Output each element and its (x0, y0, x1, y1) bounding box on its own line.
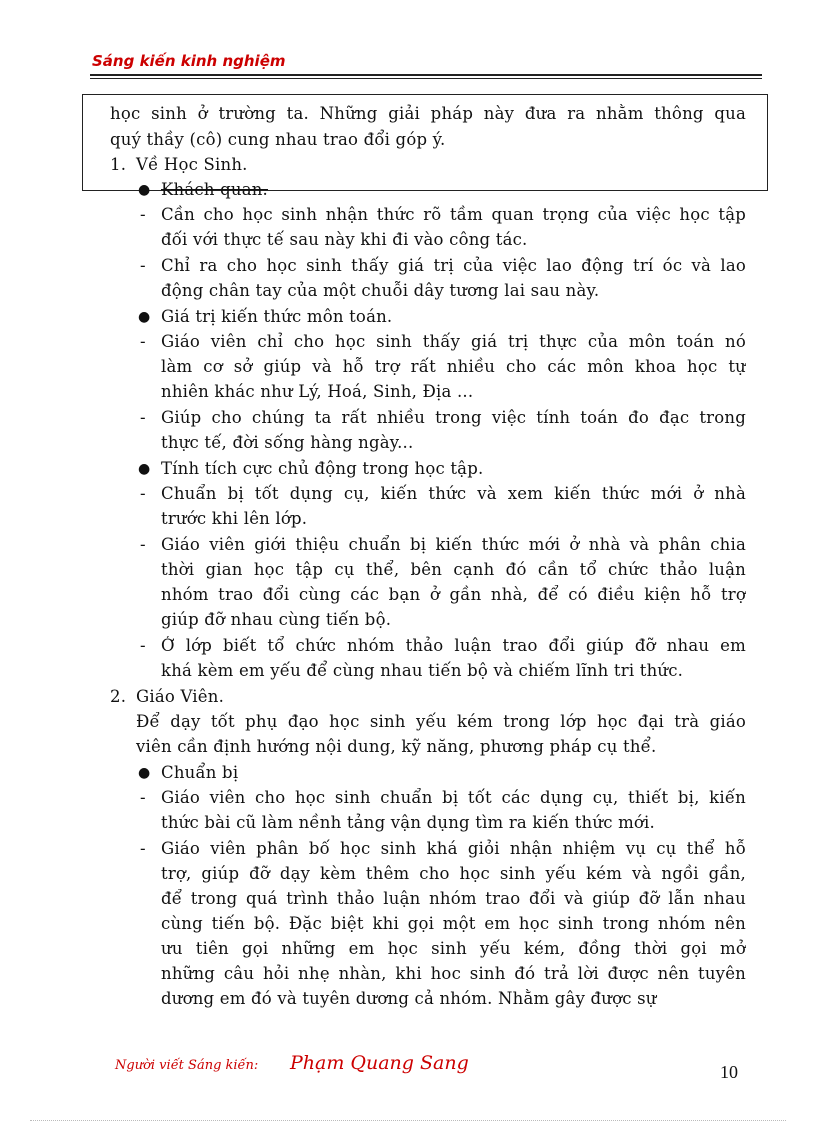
bullet-item: Khách quan. (161, 180, 269, 199)
bullet-item: Chuẩn bị (161, 763, 239, 782)
page-bottom-divider (30, 1120, 786, 1121)
header-rule-thick (90, 74, 762, 76)
dash-item-line: dương em đó và tuyên dương cả nhóm. Nhằm gây được sự (161, 989, 657, 1008)
bullet-icon: ● (138, 309, 151, 325)
dash-marker: - (140, 205, 146, 224)
dash-item-line: Ở lớp biết tổ chức nhóm thảo luận trao đổi giúp đỡ nhau em (161, 636, 746, 655)
section-title: Giáo Viên. (136, 687, 225, 706)
paragraph-line: viên cần định hướng nội dung, kỹ năng, phương pháp cụ thể. (136, 737, 657, 756)
section-number: 1. (110, 155, 127, 174)
dash-item-line: đối với thực tế sau này khi đi vào công tác. (161, 230, 528, 249)
dash-item-line: trợ, giúp đỡ dạy kèm thêm cho học sinh yếu kém và ngồi gần, (161, 864, 746, 883)
footer-author-name: Phạm Quang Sang (290, 1052, 469, 1074)
dash-item-line: Giáo viên chỉ cho học sinh thấy giá trị thực của môn toán nó (161, 332, 746, 351)
header-rule-thin (90, 78, 762, 79)
dash-item-line: khá kèm em yếu để cùng nhau tiến bộ và chiếm lĩnh tri thức. (161, 661, 684, 680)
dash-marker: - (140, 332, 146, 351)
section-title: Về Học Sinh. (136, 155, 248, 174)
dash-item-line: Chuẩn bị tốt dụng cụ, kiến thức và xem kiến thức mới ở nhà (161, 484, 746, 503)
dash-item-line: Chỉ ra cho học sinh thấy giá trị của việc lao động trí óc và lao (161, 256, 746, 275)
dash-item-line: ưu tiên gọi những em học sinh yếu kém, đồng thời gọi mở (161, 939, 746, 958)
dash-item-line: thực tế, đời sống hàng ngày... (161, 433, 414, 452)
dash-item-line: nhiên khác như Lý, Hoá, Sinh, Địa ... (161, 382, 474, 401)
bullet-icon: ● (138, 765, 151, 781)
dash-marker: - (140, 839, 146, 858)
dash-marker: - (140, 408, 146, 427)
page-number: 10 (720, 1062, 738, 1082)
section-number: 2. (110, 687, 127, 706)
dash-item-line: trước khi lên lớp. (161, 509, 308, 528)
dash-item-line: Giúp cho chúng ta rất nhiều trong việc tính toán đo đạc trong (161, 408, 746, 427)
dash-marker: - (140, 484, 146, 503)
dash-item-line: Giáo viên cho học sinh chuẩn bị tốt các dụng cụ, thiết bị, kiến (161, 788, 746, 807)
dash-item-line: nhóm trao đổi cùng các bạn ở gần nhà, để có điều kiện hỗ trợ (161, 585, 746, 604)
document-header-title: Sáng kiến kinh nghiệm (92, 52, 286, 70)
dash-item-line: làm cơ sở giúp và hỗ trợ rất nhiều cho các môn khoa học tự (161, 357, 746, 376)
dash-marker: - (140, 636, 146, 655)
intro-line: học sinh ở trường ta. Những giải pháp này đưa ra nhằm thông qua (110, 104, 746, 123)
dash-item-line: động chân tay của một chuỗi dây tương lai sau này. (161, 281, 600, 300)
dash-item-line: Giáo viên phân bố học sinh khá giỏi nhận nhiệm vụ cụ thể hỗ (161, 839, 746, 858)
paragraph-line: Để dạy tốt phụ đạo học sinh yếu kém trong lớp học đại trà giáo (136, 712, 746, 731)
dash-item-line: thức bài cũ làm nềnh tảng vận dụng tìm ra kiến thức mới. (161, 813, 655, 832)
dash-item-line: giúp đỡ nhau cùng tiến bộ. (161, 610, 392, 629)
dash-item-line: thời gian học tập cụ thể, bên cạnh đó cần tổ chức thảo luận (161, 560, 746, 579)
dash-item-line: những câu hỏi nhẹ nhàn, khi hoc sinh đó trả lời được nên tuyên (161, 964, 746, 983)
dash-marker: - (140, 535, 146, 554)
intro-line: quý thầy (cô) cung nhau trao đổi góp ý. (110, 130, 446, 149)
dash-item-line: Cần cho học sinh nhận thức rõ tầm quan trọng của việc học tập (161, 205, 746, 224)
bullet-icon: ● (138, 461, 151, 477)
bullet-item: Tính tích cực chủ động trong học tập. (161, 459, 484, 478)
dash-item-line: Giáo viên giới thiệu chuẩn bị kiến thức mới ở nhà và phân chia (161, 535, 746, 554)
dash-item-line: cùng tiến bộ. Đặc biệt khi gọi một em học sinh trong nhóm nên (161, 914, 746, 933)
bullet-icon: ● (138, 182, 151, 198)
dash-marker: - (140, 256, 146, 275)
footer-author-label: Người viết Sáng kiến: (115, 1058, 259, 1073)
dash-marker: - (140, 788, 146, 807)
dash-item-line: để trong quá trình thảo luận nhóm trao đổi và giúp đỡ lẫn nhau (161, 889, 746, 908)
bullet-item: Giá trị kiến thức môn toán. (161, 307, 393, 326)
